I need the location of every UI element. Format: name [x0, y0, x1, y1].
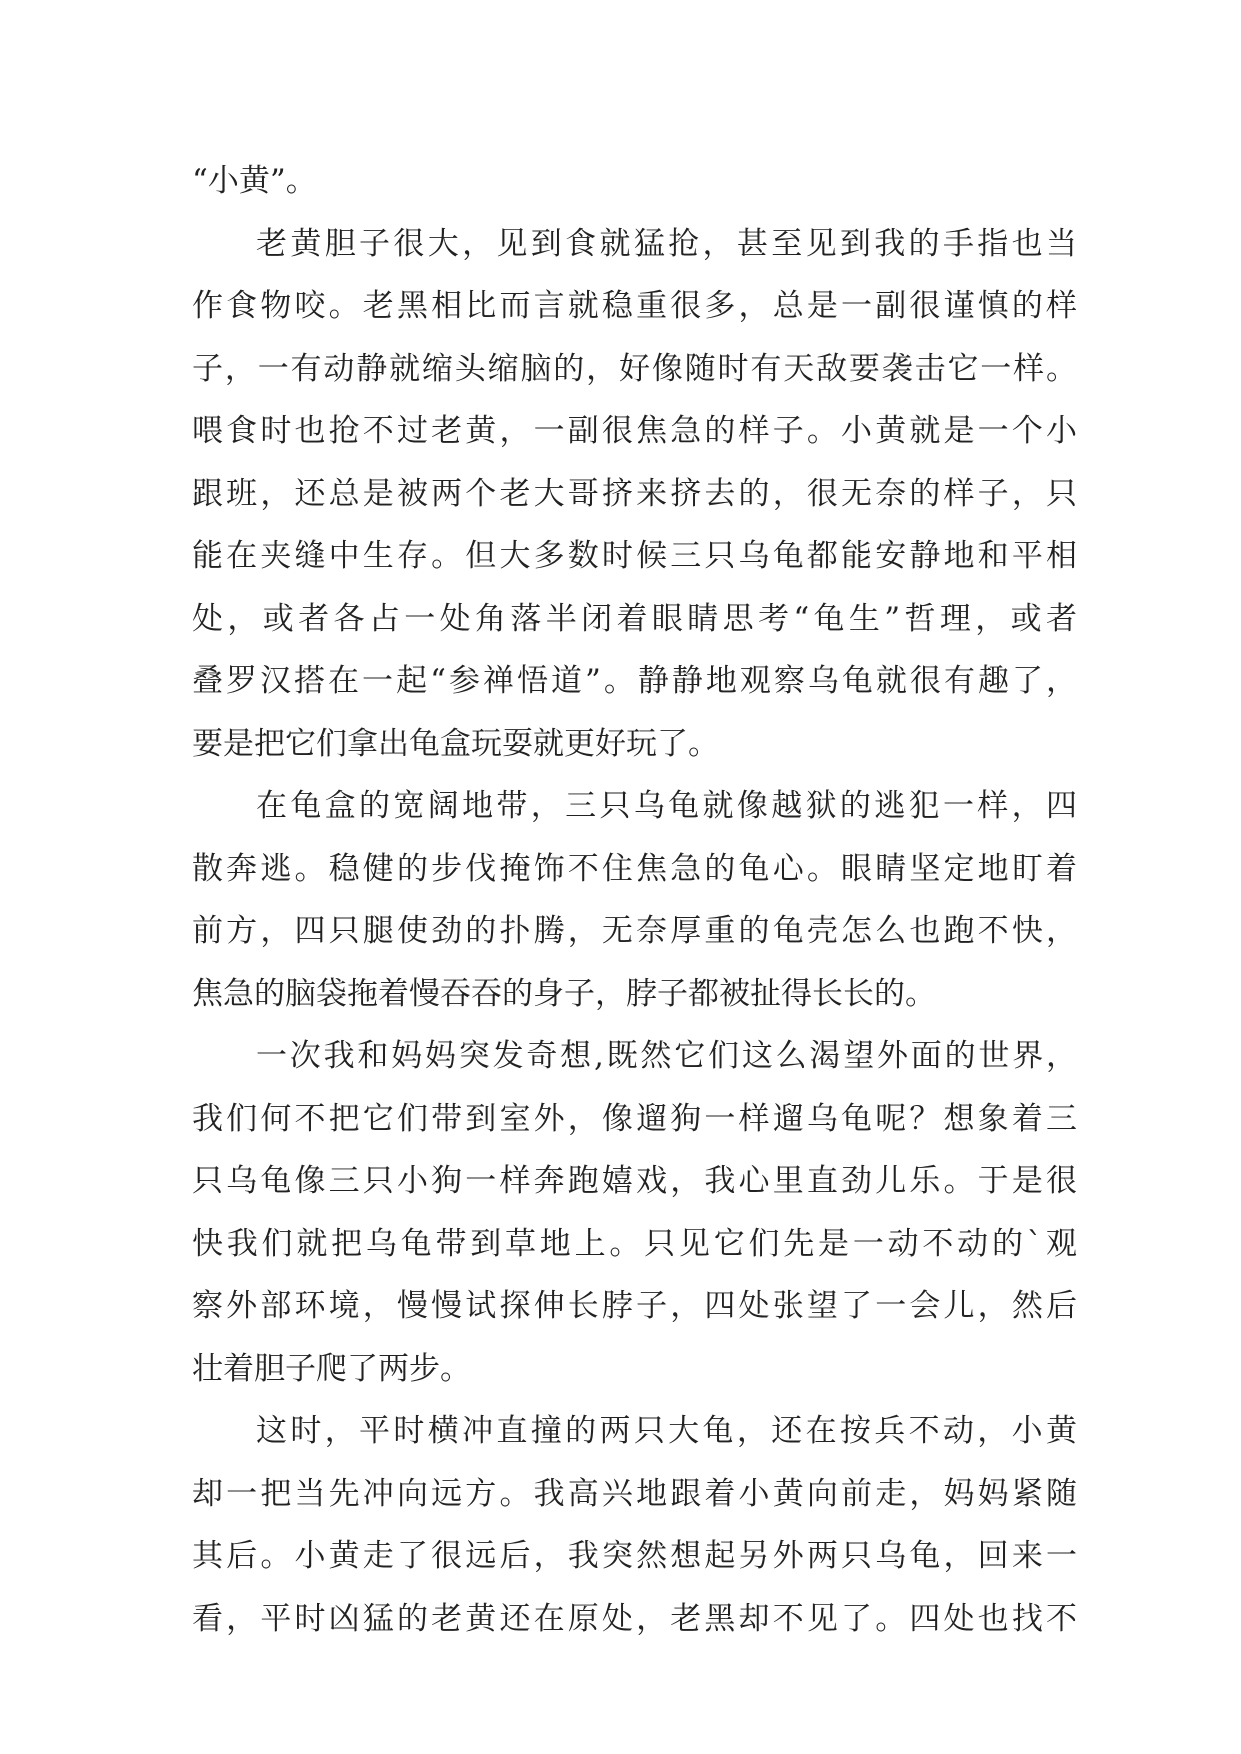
text-line: 只乌龟像三只小狗一样奔跑嬉戏，我心里直劲儿乐。于是很 — [192, 1163, 1077, 1199]
text-line: 处，或者各占一处角落半闭着眼睛思考“龟生”哲理，或者 — [192, 600, 1077, 637]
text-line: 在龟盒的宽阔地带，三只乌龟就像越狱的逃犯一样，四 — [256, 788, 1077, 824]
document-page — [192, 150, 1077, 1650]
text-line: 喂食时也抢不过老黄，一副很焦急的样子。小黄就是一个小 — [192, 413, 1077, 449]
text-line: 察外部环境，慢慢试探伸长脖子，四处张望了一会儿，然后 — [192, 1288, 1077, 1324]
text-line: 其后。小黄走了很远后，我突然想起另外两只乌龟，回来一 — [192, 1538, 1077, 1574]
text-line: 要是把它们拿出龟盒玩耍就更好玩了。 — [192, 725, 719, 762]
text-line: 散奔逃。稳健的步伐掩饰不住焦急的龟心。眼睛坚定地盯着 — [192, 850, 1077, 887]
text-line: 看，平时凶猛的老黄还在原处，老黑却不见了。四处也找不 — [192, 1600, 1077, 1637]
text-line: 子，一有动静就缩头缩脑的，好像随时有天敌要袭击它一样。 — [192, 350, 1077, 387]
text-line: 这时，平时横冲直撞的两只大龟，还在按兵不动，小黄 — [256, 1413, 1077, 1449]
text-line: “小黄”。 — [192, 163, 317, 199]
text-line: 快我们就把乌龟带到草地上。只见它们先是一动不动的`观 — [192, 1225, 1077, 1262]
text-line: 老黄胆子很大，见到食就猛抢，甚至见到我的手指也当 — [256, 225, 1077, 262]
text-line: 却一把当先冲向远方。我高兴地跟着小黄向前走，妈妈紧随 — [192, 1475, 1077, 1512]
text-line: 叠罗汉搭在一起“参禅悟道”。静静地观察乌龟就很有趣了， — [192, 663, 1077, 699]
text-line: 跟班，还总是被两个老大哥挤来挤去的，很无奈的样子，只 — [192, 475, 1077, 512]
text-line: 作食物咬。老黑相比而言就稳重很多，总是一副很谨慎的样 — [192, 288, 1077, 324]
text-line: 焦急的脑袋拖着慢吞吞的身子，脖子都被扯得长长的。 — [192, 975, 936, 1012]
text-line: 一次我和妈妈突发奇想,既然它们这么渴望外面的世界， — [256, 1038, 1077, 1074]
text-line: 壮着胆子爬了两步。 — [192, 1350, 471, 1387]
text-line: 我们何不把它们带到室外，像遛狗一样遛乌龟呢？想象着三 — [192, 1100, 1077, 1137]
text-line: 能在夹缝中生存。但大多数时候三只乌龟都能安静地和平相 — [192, 538, 1077, 574]
text-line: 前方，四只腿使劲的扑腾，无奈厚重的龟壳怎么也跑不快， — [192, 913, 1077, 949]
